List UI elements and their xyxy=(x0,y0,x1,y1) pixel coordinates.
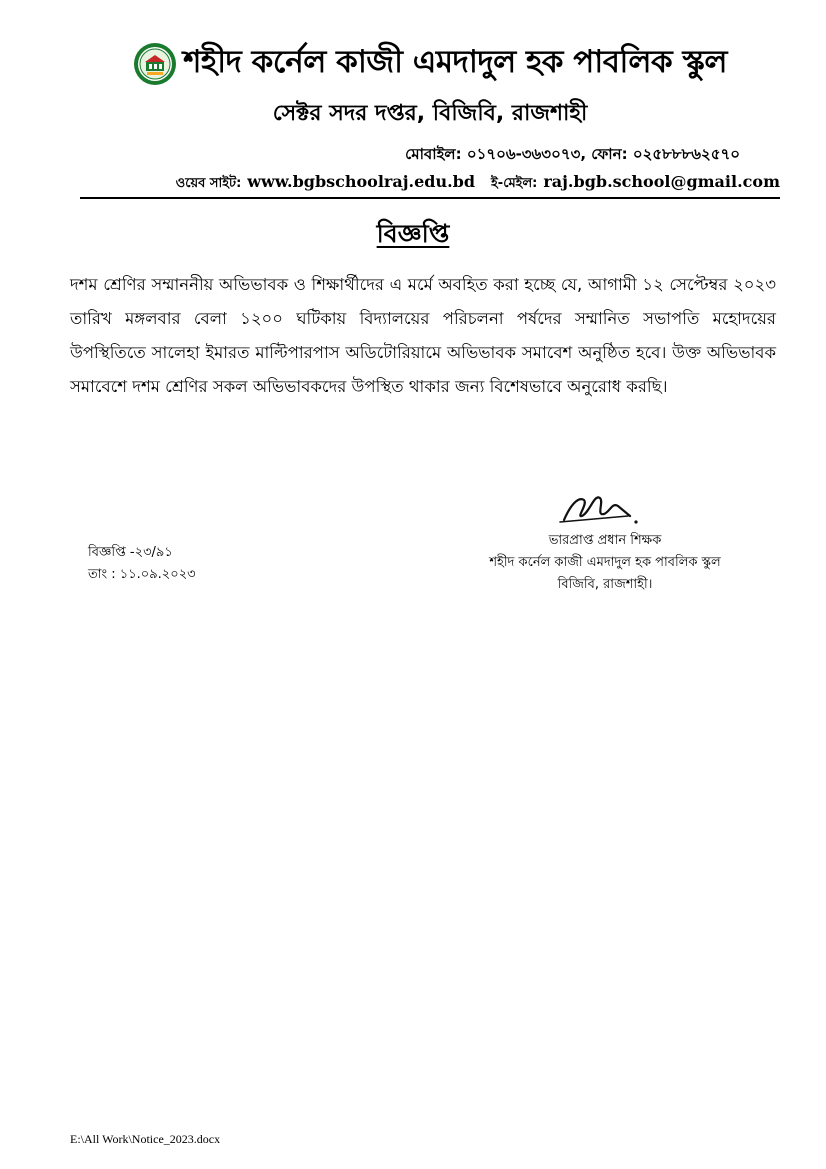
website-label: ওয়েব সাইট: xyxy=(175,176,242,191)
notice-title: বিজ্ঞপ্তি xyxy=(376,219,450,248)
memo-block xyxy=(88,542,196,586)
signatory-designation: ভারপ্রাপ্ত প্রধান শিক্ষক xyxy=(548,533,662,548)
school-logo-icon xyxy=(133,42,177,86)
memo-number: বিজ্ঞপ্তি -২৩/৯১ xyxy=(88,545,173,560)
school-name: শহীদ কর্নেল কাজী এমদাদুল হক পাবলিক স্কুল xyxy=(183,44,727,80)
file-path-footer: E:\All Work\Notice_2023.docx xyxy=(70,1132,221,1146)
signatory-block xyxy=(440,530,770,596)
school-address: সেক্টর সদর দপ্তর, বিজিবি, রাজশাহী xyxy=(272,101,588,126)
title-row xyxy=(80,36,780,92)
letterhead xyxy=(80,36,780,199)
notice-body: দশম শ্রেণির সম্মাননীয় অভিভাবক ও শিক্ষার্থীদের এ মর্মে অবহিত করা হচ্ছে যে, আগামী ১২ সেপ্টেম্বর ২০২৩ তারিখ মঙ্গলবার বেলা ১২০০ ঘটিকায় বিদ্যালয়ের পরিচলনা পর্ষদের সম্মানিত সভাপতি মহোদয়ের উপস্থিতিতে সালেহা ইমারত মাল্টিপারপাস অডিটোরিয়ামে অভিভাবক সমাবেশ অনুষ্ঠিত হবে। উক্ত অভিভাবক সমাবেশে দশম শ্রেণির সকল অভিভাবকদের উপস্থিত থাকার জন্য বিশেষভাবে অনুরোধ করছি। xyxy=(70,275,776,396)
signatory-location: বিজিবি, রাজশাহী। xyxy=(557,577,653,592)
email-label: ই-মেইল: xyxy=(491,176,538,191)
email-link[interactable]: raj.bgb.school@gmail.com xyxy=(543,172,780,191)
memo-date: তাং : ১১.০৯.২০২৩ xyxy=(88,567,196,582)
web-email-row xyxy=(80,172,780,199)
signatory-school: শহীদ কর্নেল কাজী এমদাদুল হক পাবলিক স্কুল xyxy=(489,555,721,570)
notice-title-wrap xyxy=(0,214,826,257)
website-link[interactable]: www.bgbschoolraj.edu.bd xyxy=(247,172,476,191)
contact-numbers: মোবাইল: ০১৭০৬-৩৬৩০৭৩, ফোন: ০২৫৮৮৮৬২৫৭০ xyxy=(405,145,740,163)
signature-icon xyxy=(556,486,646,530)
